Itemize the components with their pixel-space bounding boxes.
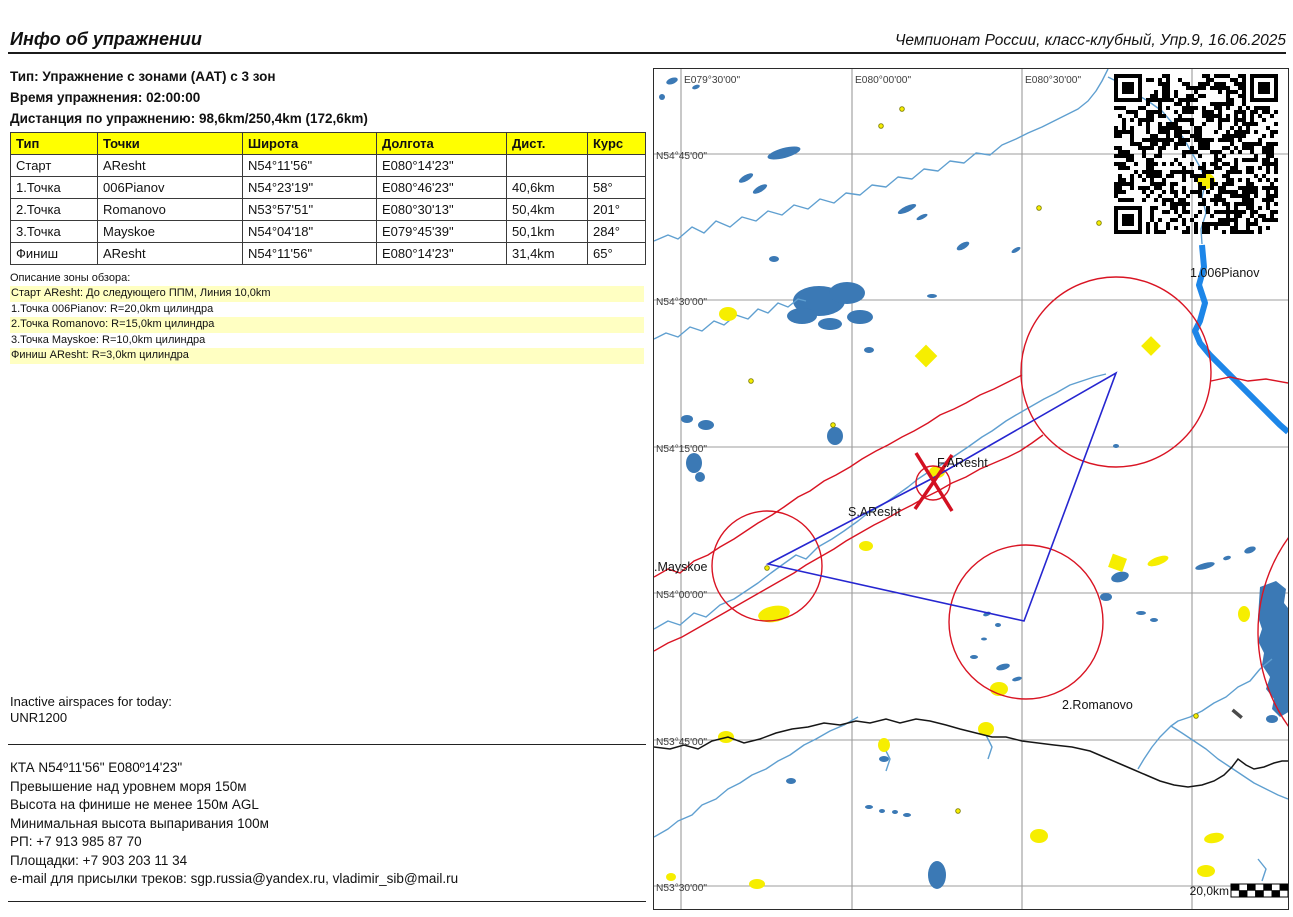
table-header-row	[11, 133, 646, 155]
grid-label-lat: N53°30'00"	[656, 883, 707, 894]
col-header-lat: Широта	[243, 133, 377, 155]
cell: E080°14'23"	[377, 243, 507, 265]
table-row	[11, 243, 646, 265]
table-row	[11, 155, 646, 177]
map-canvas	[654, 69, 1288, 909]
table-row	[11, 199, 646, 221]
cell: 58°	[588, 177, 646, 199]
inactive-airspaces-title: Inactive airspaces for today:	[10, 694, 172, 709]
map-grid-lines	[654, 69, 1288, 909]
cell: N54°23'19"	[243, 177, 377, 199]
waypoint-label-mayskoe: .Mayskoe	[654, 560, 708, 574]
grid-label-lat: N54°15'00"	[656, 444, 707, 455]
divider	[8, 744, 646, 745]
cell: N54°11'56"	[243, 243, 377, 265]
col-header-course: Курс	[588, 133, 646, 155]
airspace-arc-top	[1211, 377, 1288, 383]
header-bar	[8, 22, 1286, 54]
elevation-line: Превышение над уровнем моря 150м	[10, 778, 247, 794]
grid-label-lat: N54°45'00"	[656, 151, 707, 162]
cell: E080°14'23"	[377, 155, 507, 177]
cell: E079°45'39"	[377, 221, 507, 243]
waypoint-label-romanovo: 2.Romanovo	[1062, 698, 1133, 712]
waypoint-table	[10, 132, 646, 265]
inactive-airspaces	[10, 694, 172, 726]
kta-line: КТА N54º11'56" E080º14'23"	[10, 760, 183, 775]
cell: 201°	[588, 199, 646, 221]
finish-height-line: Высота на финише не менее 150м AGL	[10, 797, 259, 812]
zone-description	[10, 270, 644, 364]
cell: 31,4km	[507, 243, 588, 265]
table-row	[11, 221, 646, 243]
zone-item: Старт AResht: До следующего ППМ, Линия 10,0km	[10, 286, 644, 302]
cell: N53°57'51"	[243, 199, 377, 221]
railway-dash	[1231, 709, 1242, 719]
col-header-dist: Дист.	[507, 133, 588, 155]
grid-label-lat: N54°30'00"	[656, 297, 707, 308]
cell: 50,1km	[507, 221, 588, 243]
cell: 284°	[588, 221, 646, 243]
exercise-time-line: Время упражнения: 02:00:00	[10, 90, 201, 105]
cell: AResht	[98, 243, 243, 265]
competition-title: Чемпионат России, класс-клубный, Упр.9, 16.06.2025	[895, 32, 1286, 49]
cell: AResht	[98, 155, 243, 177]
min-height-line: Минимальная высота выпаривания 100м	[10, 815, 269, 831]
sites-phone-line: Площадки: +7 903 203 11 34	[10, 852, 188, 868]
col-header-type: Тип	[11, 133, 98, 155]
cell: N54°04'18"	[243, 221, 377, 243]
grid-label-lon: E079°30'00"	[684, 75, 741, 86]
table-row	[11, 177, 646, 199]
cell: 65°	[588, 243, 646, 265]
cell: 40,6km	[507, 177, 588, 199]
waypoint-label-pianov: 1.006Pianov	[1190, 266, 1260, 280]
email-line: e-mail для присылки треков: sgp.russia@yandex.ru, vladimir_sib@mail.ru	[10, 871, 459, 886]
cell: 3.Точка	[11, 221, 98, 243]
cell: 2.Точка	[11, 199, 98, 221]
grid-label-lon: E080°30'00"	[1025, 75, 1082, 86]
cell: Старт	[11, 155, 98, 177]
zone-item: 3.Точка Mayskoe: R=10,0km цилиндра	[11, 333, 206, 346]
cell: 50,4km	[507, 199, 588, 221]
cell: 1.Точка	[11, 177, 98, 199]
cell: 006Pianov	[98, 177, 243, 199]
cell: Финиш	[11, 243, 98, 265]
zone-item: 2.Точка Romanovo: R=15,0km цилиндра	[10, 317, 644, 333]
scale-bar	[1190, 884, 1288, 898]
col-header-lon: Долгота	[377, 133, 507, 155]
cell: Mayskoe	[98, 221, 243, 243]
zone-circle-pianov	[1021, 277, 1211, 467]
cell: E080°30'13"	[377, 199, 507, 221]
cell: N54°11'56"	[243, 155, 377, 177]
lakes-layer	[659, 76, 1288, 889]
zone-item: Финиш AResht: R=3,0km цилиндра	[10, 348, 644, 364]
page-title: Инфо об упражнении	[10, 29, 202, 49]
waypoint-labels	[654, 266, 1260, 712]
scale-label: 20,0km	[1189, 884, 1229, 898]
task-map	[653, 68, 1289, 910]
cell	[507, 155, 588, 177]
zone-circle-romanovo	[949, 545, 1103, 699]
divider	[8, 901, 646, 902]
waypoint-label-finish: F.AResht	[937, 456, 988, 470]
cell	[588, 155, 646, 177]
col-header-points: Точки	[98, 133, 243, 155]
cell: E080°46'23"	[377, 177, 507, 199]
grid-label-lon: E080°00'00"	[855, 75, 912, 86]
grid-label-lat: N53°45'00"	[656, 737, 707, 748]
exercise-type-line: Тип: Упражнение с зонами (AAT) с 3 зон	[10, 69, 276, 84]
inactive-airspaces-value: UNR1200	[10, 710, 68, 725]
scale-checker	[1231, 884, 1288, 897]
waypoint-label-start: S.AResht	[848, 505, 901, 519]
grid-label-lat: N54°00'00"	[656, 590, 707, 601]
contact-info	[10, 759, 458, 889]
exercise-distance-line: Дистанция по упражнению: 98,6km/250,4km (172,6km)	[10, 111, 368, 126]
zone-description-title: Описание зоны обзора:	[10, 272, 131, 284]
cell: Romanovo	[98, 199, 243, 221]
map-grid-labels	[656, 75, 1081, 894]
exercise-info	[10, 66, 646, 129]
rp-phone-line: РП: +7 913 985 87 70	[10, 834, 142, 849]
zone-item: 1.Точка 006Pianov: R=20,0km цилиндра	[11, 302, 214, 315]
